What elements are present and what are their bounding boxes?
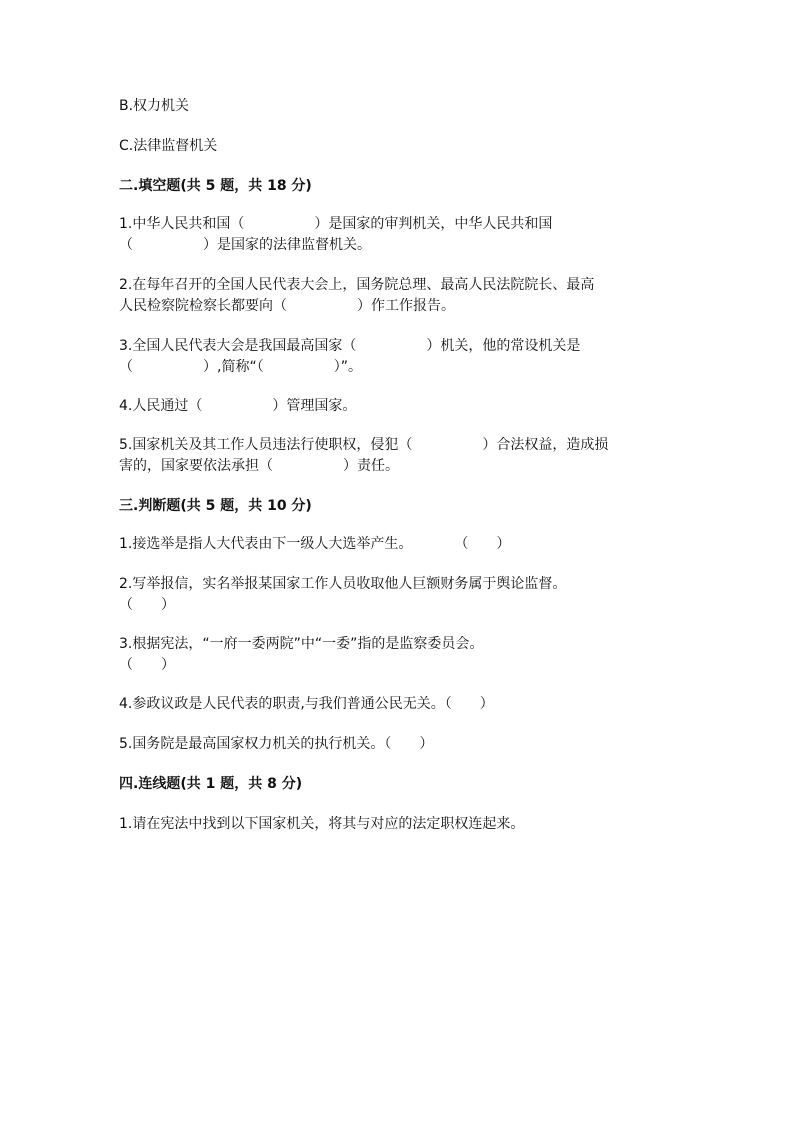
fill-q3-line1: 3.全国人民代表大会是我国最高国家（ ）机关，他的常设机关是	[119, 338, 581, 354]
fill-q5-line2: 害的，国家要依法承担（ ）责任。	[119, 458, 399, 474]
fill-q5-line1: 5.国家机关及其工作人员违法行使职权，侵犯（ ）合法权益，造成损	[119, 437, 609, 453]
judge-q4: 4.参政议政是人民代表的职责,与我们普通公民无关。（ ）	[119, 696, 494, 712]
judge-q3-line2: （ ）	[119, 657, 175, 673]
judge-q2-line1: 2.写举报信，实名举报某国家工作人员收取他人巨额财务属于舆论监督。	[119, 576, 567, 592]
fill-q1-line2: （ ）是国家的法律监督机关。	[119, 237, 371, 253]
judge-q2-line2: （ ）	[119, 597, 175, 613]
judge-q3-line1: 3.根据宪法，“一府一委两院”中“一委”指的是监察委员会。	[119, 636, 484, 652]
option-b: B.权力机关	[119, 98, 190, 114]
fill-q4: 4.人民通过（ ）管理国家。	[119, 398, 357, 414]
judge-q1: 1.接选举是指人大代表由下一级人大选举产生。 （ ）	[119, 536, 511, 552]
judge-q5: 5.国务院是最高国家权力机关的执行机关。（ ）	[119, 736, 434, 752]
section-matching-heading: 四.连线题(共 1 题，共 8 分)	[119, 776, 303, 792]
fill-q3-line2: （ ）,简称“（ ）”。	[119, 359, 362, 375]
section-fill-in-heading: 二.填空题(共 5 题，共 18 分)	[119, 178, 312, 194]
match-q1: 1.请在宪法中找到以下国家机关，将其与对应的法定职权连起来。	[119, 816, 525, 832]
fill-q2-line1: 2.在每年召开的全国人民代表大会上，国务院总理、最高人民法院院长、最高	[119, 277, 595, 293]
fill-q2-line2: 人民检察院检察长都要向（ ）作工作报告。	[119, 298, 455, 314]
fill-q1-line1: 1.中华人民共和国（ ）是国家的审判机关，中华人民共和国	[119, 216, 553, 232]
section-judgment-heading: 三.判断题(共 5 题，共 10 分)	[119, 498, 312, 514]
option-c: C.法律监督机关	[119, 138, 218, 154]
